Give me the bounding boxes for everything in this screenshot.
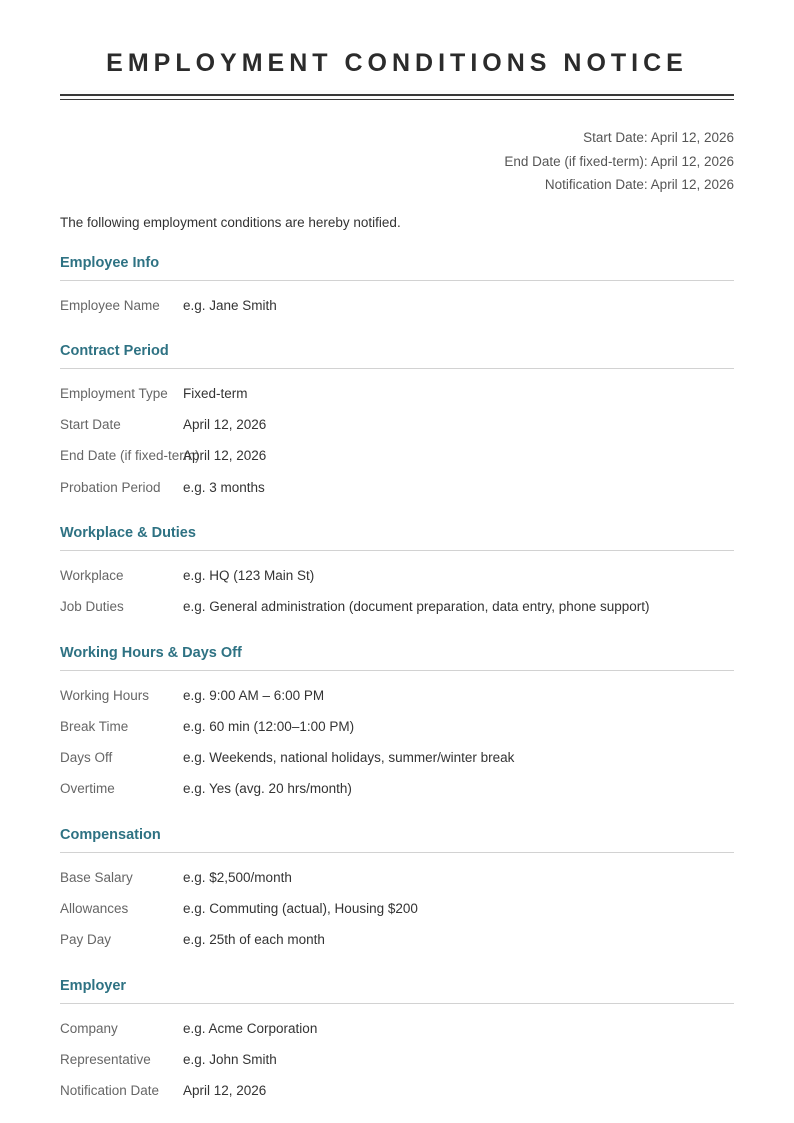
- field-row: [60, 1013, 734, 1044]
- field-value: April 12, 2026: [183, 417, 267, 433]
- section-employer: [60, 976, 734, 1107]
- field-row: [60, 472, 734, 503]
- field-row: [60, 711, 734, 742]
- field-value: Fixed-term: [183, 385, 248, 401]
- field-row: [60, 290, 734, 321]
- field-value: April 12, 2026: [183, 1083, 267, 1099]
- document-title: EMPLOYMENT CONDITIONS NOTICE: [106, 49, 688, 77]
- title-divider: [60, 94, 734, 100]
- field-label: Employment Type: [60, 385, 168, 401]
- intro-text: The following employment conditions are hereby notified.: [60, 214, 401, 230]
- field-row: [60, 680, 734, 711]
- field-value: e.g. 25th of each month: [183, 932, 325, 948]
- field-label: Probation Period: [60, 479, 161, 495]
- field-row: [60, 773, 734, 804]
- field-label: End Date (if fixed-term): [60, 448, 200, 464]
- section-workplace-duties: [60, 523, 734, 623]
- field-label: Company: [60, 1020, 118, 1036]
- section-heading: Workplace & Duties: [60, 523, 734, 551]
- field-row: [60, 924, 734, 955]
- section-compensation: [60, 825, 734, 956]
- section-heading: Employer: [60, 976, 734, 1004]
- field-row: [60, 378, 734, 409]
- section-heading: Compensation: [60, 825, 734, 853]
- field-label: Overtime: [60, 781, 115, 797]
- document-page: [60, 0, 734, 1107]
- field-value: e.g. General administration (document preparation, data entry, phone support): [183, 599, 650, 615]
- field-row: [60, 591, 734, 622]
- field-row: [60, 862, 734, 893]
- field-label: Base Salary: [60, 869, 133, 885]
- field-row: [60, 440, 734, 471]
- field-value: e.g. $2,500/month: [183, 869, 292, 885]
- field-value: April 12, 2026: [183, 448, 267, 464]
- field-value: e.g. Yes (avg. 20 hrs/month): [183, 781, 352, 797]
- field-value: e.g. 60 min (12:00–1:00 PM): [183, 718, 355, 734]
- section-working-hours: [60, 643, 734, 805]
- field-value: e.g. HQ (123 Main St): [183, 567, 315, 583]
- field-label: Start Date: [60, 417, 121, 433]
- notification-date-line: Notification Date: April 12, 2026: [544, 177, 734, 192]
- field-value: e.g. 3 months: [183, 479, 265, 495]
- field-label: Employee Name: [60, 297, 160, 313]
- field-label: Workplace: [60, 567, 124, 583]
- field-value: e.g. John Smith: [183, 1051, 277, 1067]
- field-value: e.g. Jane Smith: [183, 297, 277, 313]
- start-date-line: Start Date: April 12, 2026: [583, 130, 734, 145]
- section-heading: Employee Info: [60, 253, 734, 281]
- field-label: Representative: [60, 1051, 151, 1067]
- field-value: e.g. Acme Corporation: [183, 1020, 318, 1036]
- field-label: Pay Day: [60, 932, 112, 948]
- field-row: [60, 1044, 734, 1075]
- field-row: [60, 1075, 734, 1106]
- field-label: Allowances: [60, 901, 129, 917]
- field-value: e.g. 9:00 AM – 6:00 PM: [183, 687, 325, 703]
- field-value: e.g. Commuting (actual), Housing $200: [183, 901, 418, 917]
- field-value: e.g. Weekends, national holidays, summer/winter break: [183, 750, 515, 766]
- field-row: [60, 893, 734, 924]
- date-block: [60, 126, 734, 197]
- field-label: Working Hours: [60, 687, 150, 703]
- field-label: Notification Date: [60, 1083, 160, 1099]
- field-row: [60, 560, 734, 591]
- end-date-line: End Date (if fixed-term): April 12, 2026: [504, 153, 734, 169]
- field-label: Days Off: [60, 750, 113, 766]
- section-contract-period: [60, 341, 734, 503]
- field-label: Job Duties: [60, 599, 124, 615]
- section-heading: Contract Period: [60, 341, 734, 369]
- section-heading: Working Hours & Days Off: [60, 643, 734, 671]
- section-employee-info: [60, 253, 734, 321]
- field-label: Break Time: [60, 718, 129, 734]
- field-row: [60, 409, 734, 440]
- field-row: [60, 742, 734, 773]
